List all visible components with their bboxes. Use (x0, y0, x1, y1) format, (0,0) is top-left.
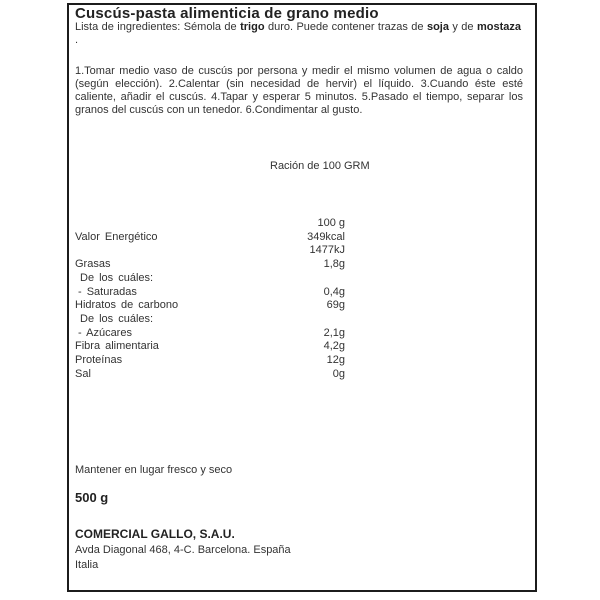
nutrition-column-header: 100 g (317, 217, 345, 229)
manufacturer-name: COMERCIAL GALLO, S.A.U. (75, 527, 235, 541)
nutrient-label: Proteínas (75, 354, 123, 367)
nutrient-label: De los cuáles: (80, 271, 154, 284)
nutrition-row (75, 231, 345, 245)
serving-size-header: Ración de 100 GRM (270, 160, 370, 172)
ingredients-segment: Lista de ingredientes: Sémola de (75, 21, 241, 33)
nutrient-label: Hidratos de carbono (75, 299, 179, 312)
nutrition-row (75, 354, 345, 368)
nutrient-label: Sal (75, 367, 91, 380)
storage-instructions: Mantener en lugar fresco y seco (75, 464, 233, 476)
nutrition-row (75, 327, 345, 341)
nutrition-row (75, 258, 345, 272)
nutrition-row (75, 244, 345, 258)
nutrient-value: 4,2g (323, 340, 345, 353)
allergen-text: mostaza (476, 21, 521, 33)
nutrient-label: - Saturadas (78, 285, 137, 298)
nutrient-value: 1477kJ (309, 244, 345, 257)
allergen-text: trigo (240, 21, 265, 33)
nutrient-label: Valor Energético (75, 230, 158, 243)
nutrition-table (75, 217, 345, 381)
preparation-instructions: 1.Tomar medio vaso de cuscús por persona y medir el mismo volumen de agua o caldo (según elección). 2.Calentar (sin necesidad de hervir) el líquido. 3.Cuando éste esté caliente, añadir el cuscús. 4.Tapar y esperar 5 minutos. 5.Pasado el tiempo, separar los granos del cuscús con un tenedor. 6.Condimentar al gusto. (75, 65, 523, 116)
ingredients-segment: duro. Puede contener trazas de (264, 21, 427, 33)
nutrition-row (75, 340, 345, 354)
nutrient-label: Grasas (75, 258, 111, 271)
nutrient-value: 12g (326, 354, 345, 367)
ingredients-text (75, 21, 521, 47)
nutrient-value: 2,1g (323, 326, 345, 339)
nutrient-value: 1,8g (323, 258, 345, 271)
nutrient-value: 349kcal (307, 230, 345, 243)
product-label-box (67, 3, 537, 592)
nutrition-row (75, 368, 345, 382)
product-title: Cuscús-pasta alimenticia de grano medio (75, 5, 379, 22)
manufacturer-country: Italia (75, 559, 99, 571)
ingredients-segment: . (75, 34, 79, 46)
nutrient-label (75, 244, 275, 258)
nutrition-row (75, 272, 345, 286)
nutrient-label: - Azúcares (78, 326, 132, 339)
nutrient-label: De los cuáles: (80, 312, 154, 325)
net-weight: 500 g (75, 490, 109, 505)
nutrient-label: Fibra alimentaria (75, 340, 159, 353)
manufacturer-block (75, 527, 523, 574)
nutrition-row (75, 313, 345, 327)
nutrient-value: 0g (332, 367, 345, 380)
nutrient-value (275, 313, 345, 327)
nutrient-value (275, 272, 345, 286)
nutrition-row (75, 299, 345, 313)
ingredients-segment: y de (448, 21, 477, 33)
nutrition-row (75, 286, 345, 300)
allergen-text: soja (426, 21, 449, 33)
nutrient-value: 0,4g (323, 285, 345, 298)
manufacturer-address: Avda Diagonal 468, 4-C. Barcelona. España (75, 543, 291, 556)
nutrient-value: 69g (326, 299, 345, 312)
